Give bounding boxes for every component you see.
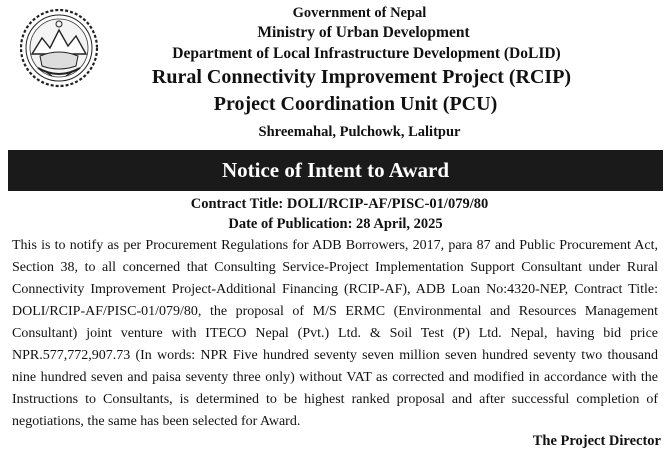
notice-meta bbox=[0, 194, 671, 234]
unit-name: Project Coordination Unit (PCU) bbox=[213, 93, 498, 115]
notice-body: This is to notify as per Procurement Regulations for ADB Borrowers, 2017, para 87 and Public Procurement Act, Section 38, to all concerned that Consulting Service-Project Implementation Support Consultant under Rural Connectivity Improvement Project-Additional Financing (RCIP-AF), ADB Loan No:4320-NEP, Contract Title: DOLI/RCIP-AF/PISC-01/079/80, the proposal of M/S ERMC (Environmental and Resources Management Consultant) joint venture with ITECO Nepal (Pvt.) Ltd. & Soil Test (P) Ltd. Nepal, having bid price NPR.577,772,907.73 (In words: NPR Five hundred seventy seven million seven hundred seventy two thousand nine hundred seven and paisa seventy three only) without VAT as corrected and modified in accordance with the Instructions to Consultants, is determined to be highest ranked proposal and after successful completion of negotiations, the same has been selected for Award. bbox=[12, 238, 658, 429]
address: Shreemahal, Pulchowk, Lalitpur bbox=[258, 124, 461, 140]
publication-date: Date of Publication: 28 April, 2025 bbox=[228, 216, 443, 232]
contract-title: Contract Title: DOLI/RCIP-AF/PISC-01/079/80 bbox=[190, 196, 489, 212]
government-name: Government of Nepal bbox=[292, 5, 427, 21]
notice-title: Notice of Intent to Award bbox=[221, 158, 450, 182]
ministry-name: Ministry of Urban Development bbox=[257, 24, 470, 41]
project-name: Rural Connectivity Improvement Project (RCIP) bbox=[151, 66, 572, 88]
notice-title-banner bbox=[8, 150, 663, 191]
department-name: Department of Local Infrastructure Development (DoLID) bbox=[172, 45, 561, 62]
letterhead bbox=[0, 4, 671, 143]
signature: The Project Director bbox=[532, 433, 661, 449]
